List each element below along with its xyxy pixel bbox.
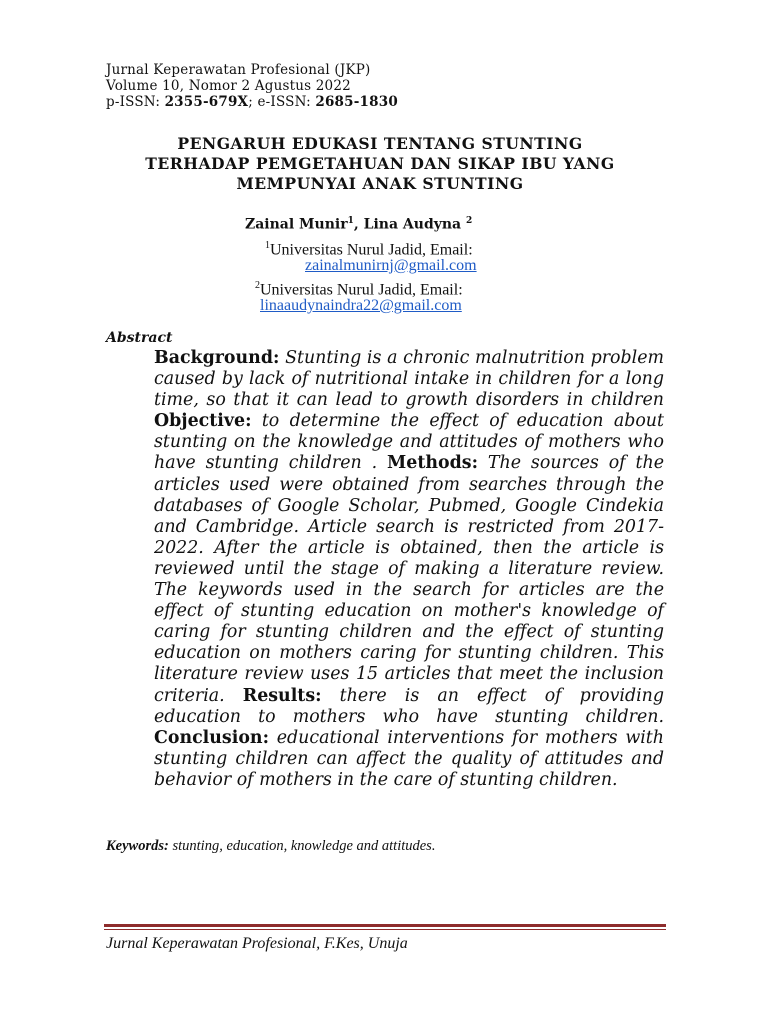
page-footer: Jurnal Keperawatan Profesional, F.Kes, Unuja <box>106 935 408 952</box>
results-label: Results: <box>242 685 322 706</box>
journal-header <box>106 62 398 110</box>
journal-volume: Volume 10, Nomor 2 Agustus 2022 <box>106 78 351 94</box>
author-2: Lina Audyna <box>363 216 466 233</box>
paper-title: PENGARUH EDUKASI TENTANG STUNTING TERHADAP PEMGETAHUAN DAN SIKAP IBU YANG MEMPUNYAI ANAK STUNTING <box>145 134 615 193</box>
objective-label: Objective: <box>154 411 252 432</box>
author-1: Zainal Munir <box>245 216 348 233</box>
author-list: Zainal Munir$^1$, Lina Audyna $^2$ <box>245 216 473 233</box>
email-link-1[interactable]: zainalmunirnj@gmail.com <box>305 257 477 274</box>
journal-issn: p-ISSN: 2355-679X; e-ISSN: 2685-1830 <box>106 94 398 110</box>
abstract-heading: Abstract <box>106 330 173 346</box>
abstract-body: Background: Stunting is a chronic malnutrition problem caused by lack of nutritional intake in children for a long time, so that it can lead to growth disorders in children Objective: to determine the effect of education about stunting on the knowledge and attitudes of mothers who have stunting children . Methods: The sources of the articles used were obtained from searches through the databases of Google Scholar, Pubmed, Google Cindekia and Cambridge. Article search is restricted from 2017-2022. After the article is obtained, then the article is reviewed until the stage of making a literature review. The keywords used in the search for articles are the effect of stunting education on mother's knowledge of caring for stunting children and the effect of stunting education on mothers caring for stunting children. This literature review uses 15 articles that meet the inclusion criteria. Results: there is an effect of providing education to mothers who have stunting children. Conclusion: educational interventions for mothers with stunting children can affect the quality of attitudes and behavior of mothers in the care of stunting children. <box>154 348 664 790</box>
pissn-value: 2355-679X <box>164 94 249 110</box>
footer-divider <box>104 924 666 927</box>
affiliation-1: $^1$Universitas Nurul Jadid, Email: <box>265 240 473 259</box>
background-label: Background: <box>154 348 280 368</box>
footer-divider-thin <box>104 929 666 930</box>
conclusion-label: Conclusion: <box>154 727 269 748</box>
affiliation-2: $^2$Universitas Nurul Jadid, Email: <box>255 280 463 299</box>
email-link-2[interactable]: linaaudynaindra22@gmail.com <box>260 297 462 314</box>
methods-label: Methods: <box>387 453 479 474</box>
keywords: Keywords: stunting, education, knowledge and attitudes. <box>106 838 436 854</box>
journal-name: Jurnal Keperawatan Profesional (JKP) <box>106 62 371 78</box>
eissn-value: 2685-1830 <box>315 94 398 110</box>
keywords-label: Keywords: <box>106 838 169 854</box>
